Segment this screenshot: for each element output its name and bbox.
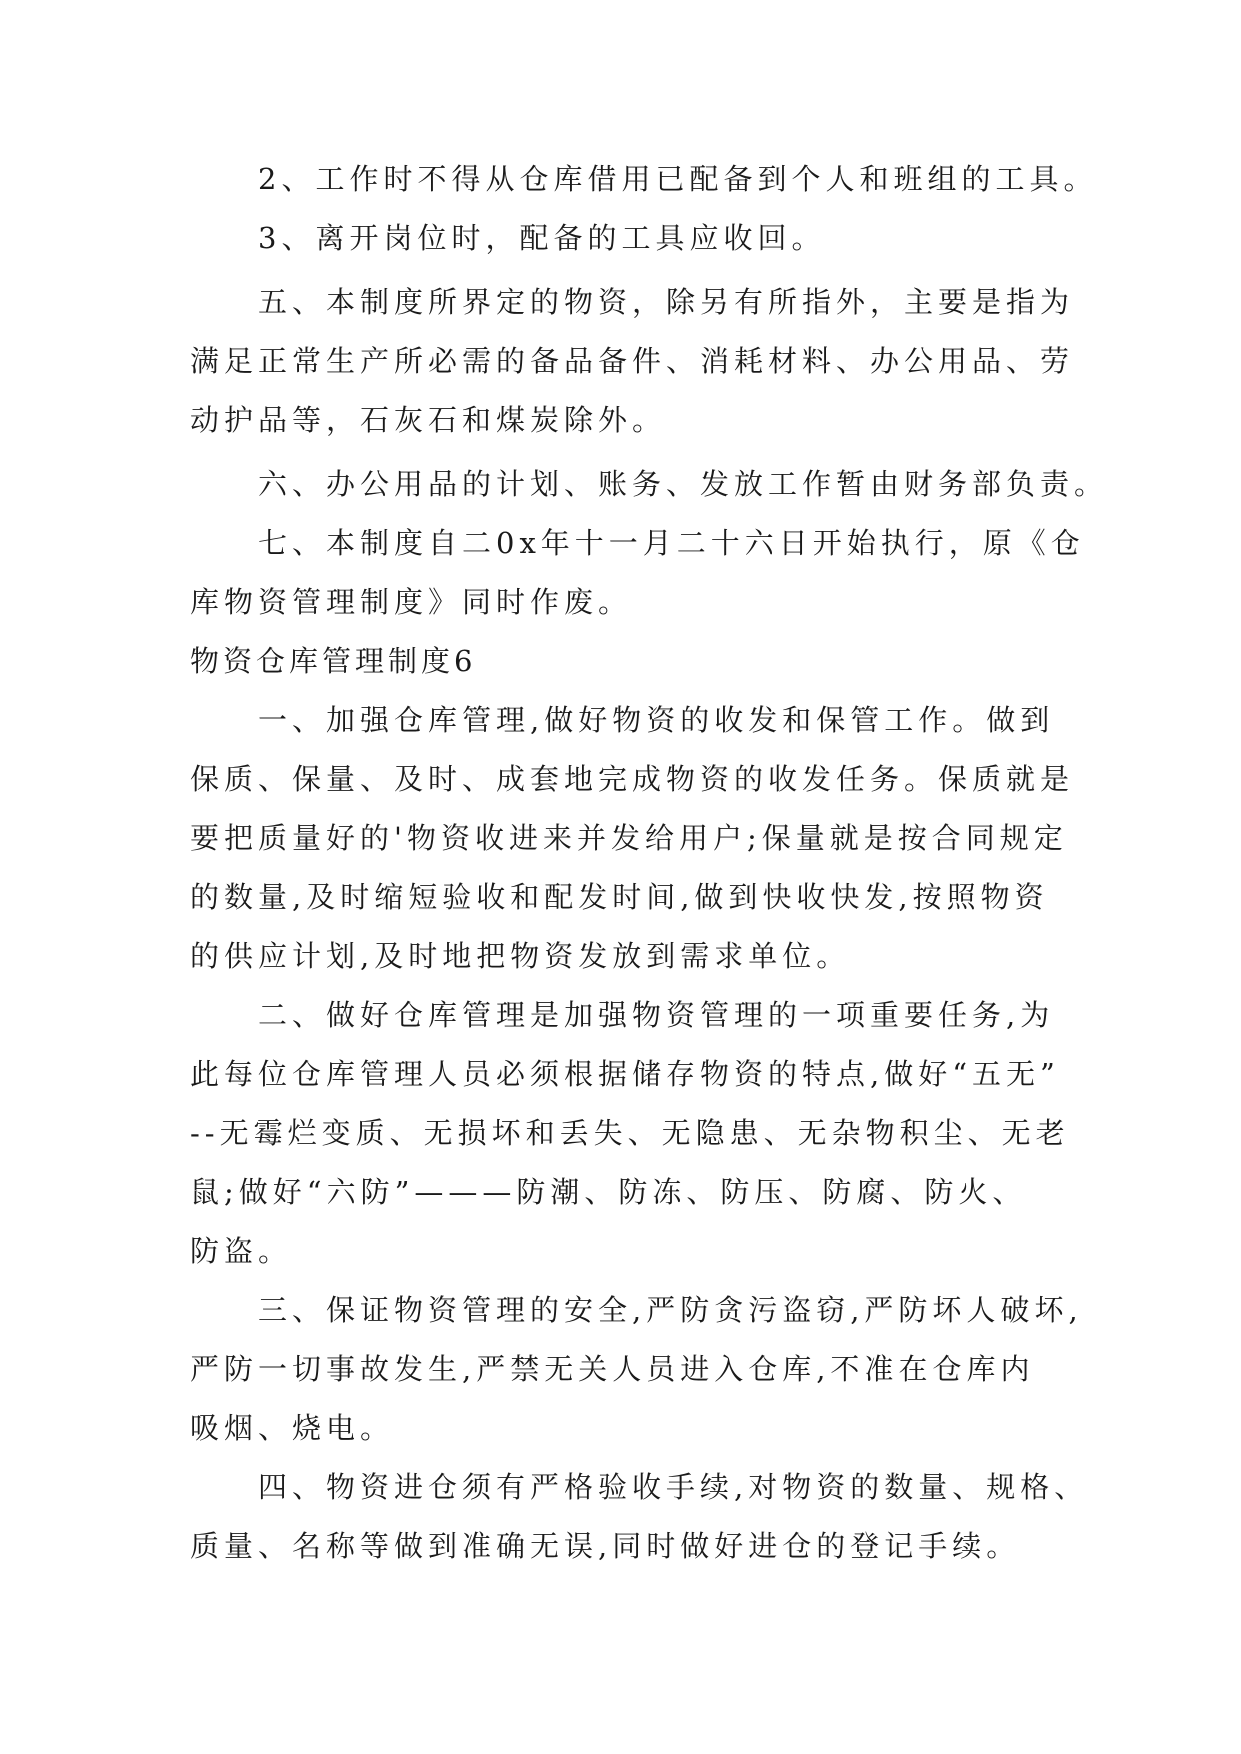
- paragraph-line: 三、保证物资管理的安全,严防贪污盗窃,严防坏人破坏,: [258, 1293, 1083, 1327]
- paragraph-line: 的供应计划,及时地把物资发放到需求单位。: [190, 939, 851, 973]
- section-heading: 物资仓库管理制度6: [190, 644, 477, 678]
- paragraph-line: 3、离开岗位时，配备的工具应收回。: [258, 221, 826, 255]
- paragraph-line: 要把质量好的'物资收进来并发给用户;保量就是按合同规定: [190, 821, 1068, 855]
- paragraph-line: 七、本制度自二0x年十一月二十六日开始执行，原《仓: [258, 526, 1085, 560]
- paragraph-line: 动护品等，石灰石和煤炭除外。: [190, 403, 667, 437]
- paragraph-line: 一、加强仓库管理,做好物资的收发和保管工作。做到: [258, 703, 1055, 737]
- paragraph-line: 库物资管理制度》同时作废。: [190, 585, 633, 619]
- paragraph-line: 五、本制度所界定的物资，除另有所指外，主要是指为: [258, 285, 1075, 319]
- paragraph-line: 保质、保量、及时、成套地完成物资的收发任务。保质就是: [190, 762, 1075, 796]
- paragraph-line: 防盗。: [190, 1234, 293, 1268]
- paragraph-line: 二、做好仓库管理是加强物资管理的一项重要任务,为: [258, 998, 1055, 1032]
- paragraph-line: 四、物资进仓须有严格验收手续,对物资的数量、规格、: [258, 1470, 1089, 1504]
- paragraph-line: 鼠;做好“六防”———防潮、防冻、防压、防腐、防火、: [190, 1175, 1027, 1209]
- paragraph-line: 满足正常生产所必需的备品备件、消耗材料、办公用品、劳: [190, 344, 1075, 378]
- paragraph-line: 吸烟、烧电。: [190, 1411, 395, 1445]
- paragraph-line: 的数量,及时缩短验收和配发时间,做到快收快发,按照物资: [190, 880, 1049, 914]
- paragraph-line: 2、工作时不得从仓库借用已配备到个人和班组的工具。: [258, 162, 1098, 196]
- paragraph-line: 六、办公用品的计划、账务、发放工作暂由财务部负责。: [258, 467, 1109, 501]
- document-body: [190, 150, 1109, 1576]
- paragraph-line: 严防一切事故发生,严禁无关人员进入仓库,不准在仓库内: [190, 1352, 1035, 1386]
- paragraph-line: --无霉烂变质、无损坏和丢失、无隐患、无杂物积尘、无老: [190, 1116, 1070, 1150]
- paragraph-line: 质量、名称等做到准确无误,同时做好进仓的登记手续。: [190, 1529, 1021, 1563]
- paragraph-line: 此每位仓库管理人员必须根据储存物资的特点,做好“五无”: [190, 1057, 1060, 1091]
